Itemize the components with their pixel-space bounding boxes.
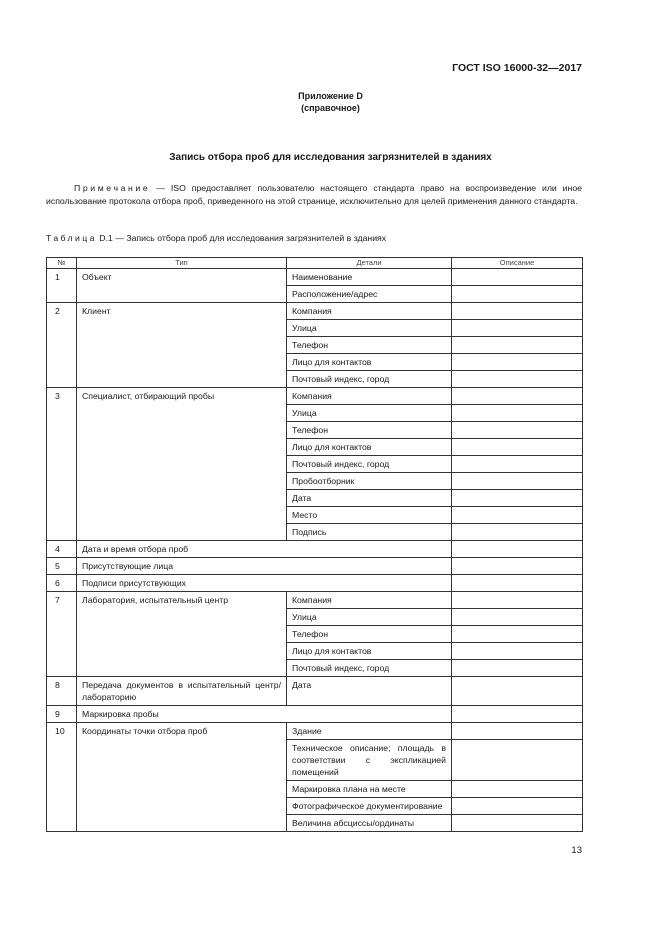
annex-subtitle: (справочное) [301, 103, 360, 113]
row-description-cell[interactable] [452, 815, 583, 832]
row-detail: Улица [287, 405, 452, 422]
table-caption [46, 233, 386, 243]
row-number: 6 [47, 575, 77, 592]
row-detail: Лицо для контактов [287, 439, 452, 456]
row-type: Передача документов в испытательный центр/лабораторию [77, 677, 287, 706]
row-description-cell[interactable] [452, 439, 583, 456]
row-description-cell[interactable] [452, 337, 583, 354]
row-number: 1 [47, 269, 77, 303]
annex-title: Приложение D [298, 91, 363, 101]
row-description-cell[interactable] [452, 558, 583, 575]
row-number: 8 [47, 677, 77, 706]
row-description-cell[interactable] [452, 320, 583, 337]
row-detail: Величина абсциссы/ординаты [287, 815, 452, 832]
row-description-cell[interactable] [452, 286, 583, 303]
row-detail: Дата [287, 490, 452, 507]
header-description: Описание [452, 258, 583, 269]
row-type: Координаты точки отбора проб [77, 723, 287, 832]
row-type: Маркировка пробы [77, 706, 452, 723]
header-type: Тип [77, 258, 287, 269]
sampling-record-table [46, 257, 583, 832]
table-row [47, 677, 583, 706]
row-type: Специалист, отбирающий пробы [77, 388, 287, 541]
row-number: 7 [47, 592, 77, 677]
row-detail: Лицо для контактов [287, 354, 452, 371]
row-description-cell[interactable] [452, 388, 583, 405]
table-row [47, 558, 583, 575]
document-title: Запись отбора проб для исследования загрязнителей в зданиях [169, 152, 492, 163]
row-detail: Улица [287, 609, 452, 626]
row-type: Лаборатория, испытательный центр [77, 592, 287, 677]
row-description-cell[interactable] [452, 354, 583, 371]
page-number: 13 [571, 845, 582, 856]
row-detail: Почтовый индекс, город [287, 660, 452, 677]
row-description-cell[interactable] [452, 541, 583, 558]
row-type: Присутствующие лица [77, 558, 452, 575]
row-detail: Маркировка плана на месте [287, 781, 452, 798]
row-detail: Фотографическое документирование [287, 798, 452, 815]
row-detail: Почтовый индекс, город [287, 456, 452, 473]
table-row [47, 723, 583, 740]
row-detail: Место [287, 507, 452, 524]
row-detail: Наименование [287, 269, 452, 286]
row-detail: Лицо для контактов [287, 643, 452, 660]
row-description-cell[interactable] [452, 723, 583, 740]
row-description-cell[interactable] [452, 490, 583, 507]
row-description-cell[interactable] [452, 798, 583, 815]
row-description-cell[interactable] [452, 609, 583, 626]
row-description-cell[interactable] [452, 660, 583, 677]
row-detail: Дата [287, 677, 452, 706]
row-detail: Техническое описание; площадь в соответствии с экспликацией помещений [287, 740, 452, 781]
row-description-cell[interactable] [452, 781, 583, 798]
table-body [47, 269, 583, 832]
row-description-cell[interactable] [452, 269, 583, 286]
row-type: Дата и время отбора проб [77, 541, 452, 558]
row-number: 3 [47, 388, 77, 541]
header-number: № [47, 258, 77, 269]
row-detail: Телефон [287, 422, 452, 439]
row-description-cell[interactable] [452, 371, 583, 388]
table-caption-lead: Таблица [46, 233, 97, 243]
row-detail: Компания [287, 388, 452, 405]
row-type: Подписи присутствующих [77, 575, 452, 592]
table-row [47, 706, 583, 723]
row-detail: Улица [287, 320, 452, 337]
table-row [47, 575, 583, 592]
row-description-cell[interactable] [452, 507, 583, 524]
standard-code: ГОСТ ISO 16000-32—2017 [452, 62, 582, 74]
row-detail: Телефон [287, 626, 452, 643]
note-text: — ISO предоставляет пользователю настоящего стандарта право на воспроизведение или иное использование протокола отбора проб, приведенного на этой странице, исключительно для целей применения данного стандарта. [46, 183, 582, 207]
row-description-cell[interactable] [452, 643, 583, 660]
row-detail: Телефон [287, 337, 452, 354]
note-paragraph [46, 182, 582, 208]
row-detail: Компания [287, 592, 452, 609]
row-description-cell[interactable] [452, 740, 583, 781]
row-number: 4 [47, 541, 77, 558]
row-description-cell[interactable] [452, 592, 583, 609]
row-number: 9 [47, 706, 77, 723]
table-row [47, 303, 583, 320]
row-description-cell[interactable] [452, 422, 583, 439]
row-description-cell[interactable] [452, 575, 583, 592]
row-description-cell[interactable] [452, 473, 583, 490]
note-lead: Примечание [74, 183, 151, 193]
row-detail: Здание [287, 723, 452, 740]
row-number: 10 [47, 723, 77, 832]
row-type: Клиент [77, 303, 287, 388]
row-description-cell[interactable] [452, 303, 583, 320]
table-caption-text: D.1 — Запись отбора проб для исследования загрязнителей в зданиях [96, 233, 387, 243]
row-description-cell[interactable] [452, 405, 583, 422]
row-description-cell[interactable] [452, 524, 583, 541]
table-row [47, 269, 583, 286]
row-detail: Пробоотборник [287, 473, 452, 490]
row-description-cell[interactable] [452, 677, 583, 706]
row-description-cell[interactable] [452, 706, 583, 723]
row-type: Объект [77, 269, 287, 303]
row-detail: Почтовый индекс, город [287, 371, 452, 388]
row-detail: Расположение/адрес [287, 286, 452, 303]
row-number: 2 [47, 303, 77, 388]
header-details: Детали [287, 258, 452, 269]
row-detail: Подпись [287, 524, 452, 541]
table-row [47, 388, 583, 405]
table-header-row [47, 258, 583, 269]
row-description-cell[interactable] [452, 626, 583, 643]
table-row [47, 541, 583, 558]
row-description-cell[interactable] [452, 456, 583, 473]
row-number: 5 [47, 558, 77, 575]
table-row [47, 592, 583, 609]
row-detail: Компания [287, 303, 452, 320]
